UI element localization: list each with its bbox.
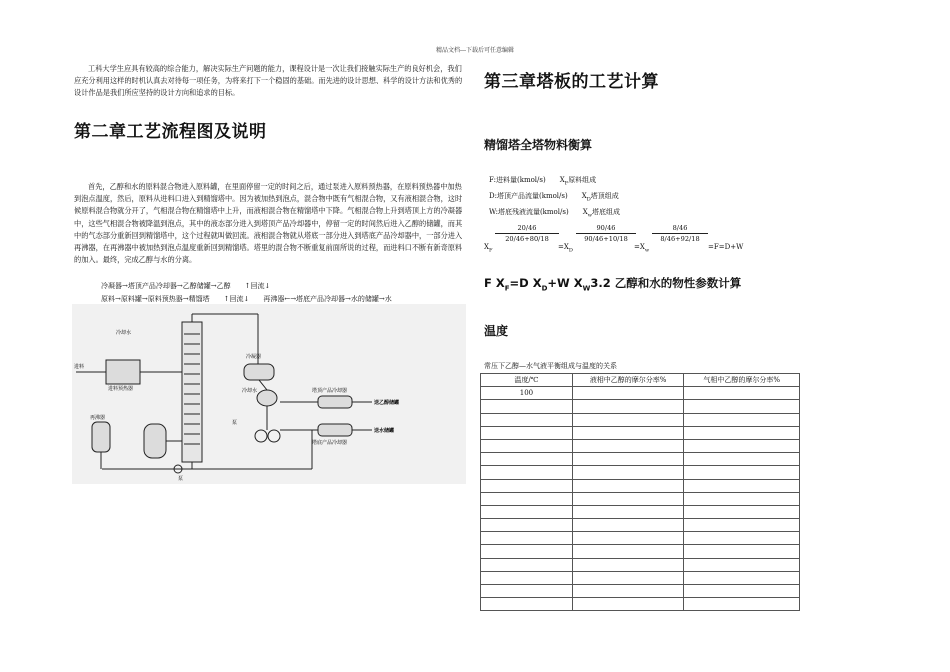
fraction-xd-denominator: 90/46+10/18 (584, 235, 628, 243)
table-row (481, 519, 800, 532)
label-to-water-tank: 送水储罐 (374, 428, 395, 434)
table-row (481, 492, 800, 505)
chapter-3-title: 第三章塔板的工艺计算 (484, 72, 659, 92)
label-bottom-cooler: 塔底产品冷却器 (312, 440, 348, 446)
fraction-xw-denominator: 8/46+92/18 (660, 235, 700, 243)
top-cooler (318, 396, 352, 408)
flow-line-2: 原料→原料罐→原料预热器→精馏塔 ↑回流↓ 再沸器←→塔底产品冷却器→水的储罐→水 (101, 295, 392, 303)
vle-table (480, 373, 800, 611)
label-cooling-water-2: 冷却水 (242, 388, 258, 394)
fraction-xd (576, 224, 636, 243)
header-liquid-fraction: 液相中乙醇的摩尔分率% (572, 374, 684, 387)
reboiler (144, 424, 166, 458)
table-caption: 常压下乙醇—水气液平衡组成与温度的关系 (484, 362, 617, 370)
distillation-column (182, 322, 202, 462)
xw-label: $=X_w$ (634, 243, 650, 254)
table-row (481, 453, 800, 466)
page-header-note: 精品文档---下载后可任意编辑 (435, 47, 515, 54)
definition-d: D:塔顶产品流量(kmol/s) $X_D$塔顶组成 (489, 191, 619, 203)
section-temperature: 温度 (484, 324, 509, 338)
pump-symbol-1 (255, 430, 267, 442)
definition-w: W:塔底残液流量(kmol/s) $X_w$塔底组成 (489, 207, 620, 219)
raw-material-tank (92, 422, 110, 452)
chapter-2-title: 第二章工艺流程图及说明 (74, 122, 267, 142)
table-cell-temperature: 100 (481, 387, 573, 400)
definition-f: F:进料量(kmol/s) $X_F$原料组成 (489, 176, 597, 187)
label-pump-1: 泵 (178, 476, 184, 482)
xf-label: $X_F$ (484, 243, 493, 254)
label-condenser: 冷凝器 (246, 354, 262, 360)
header-vapor-fraction: 气相中乙醇的摩尔分率% (684, 374, 800, 387)
reflux-drum (257, 390, 277, 406)
section-material-balance: 精馏塔全塔物料衡算 (484, 138, 593, 152)
fraction-xd-numerator: 90/46 (576, 224, 636, 234)
bottom-cooler (318, 424, 352, 436)
table-row (481, 532, 800, 545)
fraction-xf-numerator: 20/46 (495, 224, 559, 234)
flow-line-1: 冷凝器→塔顶产品冷却器→乙醇储罐→乙醇 ↑回流↓ (101, 282, 271, 290)
header-temperature: 温度/℃ (481, 374, 573, 387)
table-row (481, 571, 800, 584)
table-row (481, 545, 800, 558)
table-row (481, 387, 800, 400)
table-row (481, 400, 800, 413)
xd-label: $=X_D$ (558, 243, 573, 254)
balance-equation-heading: F $X_F=D$ $X_D+W$ $X_W3.2$ 乙醇和水的物性参数计算 (484, 276, 742, 293)
label-top-cooler: 塔顶产品冷却器 (312, 388, 348, 394)
fraction-xf (495, 224, 559, 243)
process-flow-diagram (72, 304, 466, 484)
process-diagram-svg (72, 304, 466, 484)
table-header-row (481, 374, 800, 387)
intro-paragraph: 工科大学生应具有较高的综合能力，解决实际生产问题的能力，课程设计是一次让我们接触实际生产的良好机会，我们应充分利用这样的时机认真去对待每一项任务，为将来打下一个稳固的基础。而先进的设计思想、科学的设计方法和优秀的设计作品是我们所应坚持的设计方向和追求的目标。 (74, 64, 463, 98)
definitions-list (489, 174, 620, 222)
equation-tail: =F=D+W (708, 243, 744, 251)
table-row (481, 505, 800, 518)
fraction-xf-denominator: 20/46+80/18 (505, 235, 549, 243)
table-row (481, 585, 800, 598)
table-row (481, 598, 800, 611)
table-row (481, 426, 800, 439)
table-row (481, 558, 800, 571)
table-row (481, 466, 800, 479)
condenser (244, 364, 274, 380)
table-row (481, 479, 800, 492)
table-row (481, 439, 800, 452)
label-feed-preheater: 进料预热器 (108, 386, 134, 392)
label-reboiler: 再沸器 (90, 415, 106, 421)
label-feed: 进料 (74, 364, 85, 370)
pump-symbol-2 (268, 430, 280, 442)
feed-preheater (106, 360, 140, 384)
label-to-ethanol-tank: 送乙醇储罐 (374, 400, 400, 406)
flow-description: 首先，乙醇和水的原料混合物进入原料罐，在里面停留一定的时间之后，通过泵进入原料预热器，在原料预热器中加热到泡点温度，然后，原料从进料口进入到精馏塔中。因为被加热到泡点，混合物中既有气相混合物，又有液相混合物，这时候原料混合物就分开了，气相混合物在精馏塔中上升，而液相混合物在精馏塔中下降。气相混合物上升到塔顶上方的冷凝器中，这些气相混合物被降温到泡点，其中的液态部分进入到塔顶产品冷却器中，停留一定的时间然后进入乙醇的储罐，而其中的气态部分重新回到精馏塔中，这个过程就叫做回流。液相混合物就从塔底一部分进入到塔底产品冷却器中，一部分进入再沸器，在再沸器中被加热到泡点温度重新回到精馏塔。塔里的混合物不断重复前面所说的过程，而进料口不断有新奇原料的加入。最终，完成乙醇与水的分离。 (74, 182, 463, 265)
table-row (481, 413, 800, 426)
fraction-xw (652, 224, 708, 243)
fraction-xw-numerator: 8/46 (652, 224, 708, 234)
label-cooling-water-1: 冷却水 (116, 330, 132, 336)
label-pump-2: 泵 (232, 420, 238, 426)
